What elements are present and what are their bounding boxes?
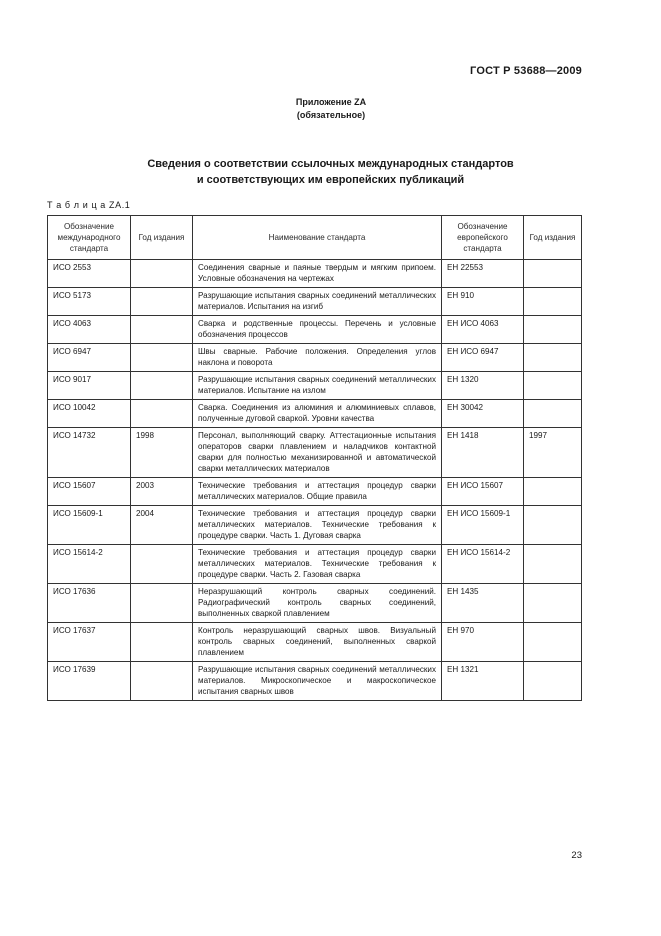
cell-eu-year <box>524 506 582 545</box>
cell-intl-year <box>131 288 193 316</box>
cell-intl-year <box>131 316 193 344</box>
cell-intl-designation: ИСО 15609-1 <box>48 506 131 545</box>
cell-eu-designation: ЕН ИСО 15607 <box>442 478 524 506</box>
table-row <box>48 260 582 288</box>
table-row <box>48 545 582 584</box>
cell-eu-designation: ЕН 970 <box>442 623 524 662</box>
cell-intl-designation: ИСО 2553 <box>48 260 131 288</box>
cell-intl-designation: ИСО 17639 <box>48 662 131 701</box>
annex-heading <box>0 96 661 122</box>
cell-eu-year <box>524 260 582 288</box>
cell-eu-year: 1997 <box>524 428 582 478</box>
header-eu-designation: Обозначение европейского стандарта <box>442 216 524 260</box>
cell-eu-year <box>524 316 582 344</box>
cell-standard-name: Разрушающие испытания сварных соединений металлических материалов. Испытание на излом <box>193 372 442 400</box>
cell-eu-year <box>524 623 582 662</box>
table-row <box>48 400 582 428</box>
header-intl-designation: Обозначение международного стандарта <box>48 216 131 260</box>
cell-eu-year <box>524 372 582 400</box>
table-row <box>48 428 582 478</box>
cell-standard-name: Неразрушающий контроль сварных соединений. Радиографический контроль сварных соединений, выполненных сваркой плавлением <box>193 584 442 623</box>
cell-intl-year <box>131 584 193 623</box>
cell-eu-year <box>524 288 582 316</box>
cell-standard-name: Разрушающие испытания сварных соединений металлических материалов. Микроскопическое и макроскопическое испытания сварных швов <box>193 662 442 701</box>
cell-standard-name: Технические требования и аттестация процедур сварки металлических материалов. Технические требования к процедуре сварки. Часть 2. Газовая сварка <box>193 545 442 584</box>
cell-standard-name: Сварка и родственные процессы. Перечень и условные обозначения процессов <box>193 316 442 344</box>
cell-eu-designation: ЕН 1418 <box>442 428 524 478</box>
cell-intl-designation: ИСО 5173 <box>48 288 131 316</box>
cell-eu-year <box>524 478 582 506</box>
cell-standard-name: Персонал, выполняющий сварку. Аттестационные испытания операторов сварки плавлением и наладчиков контактной сварки для полностью механизированной и автоматической сварки металлических материалов <box>193 428 442 478</box>
annex-title: Приложение ZA <box>295 97 367 107</box>
cell-intl-designation: ИСО 15607 <box>48 478 131 506</box>
cell-standard-name: Швы сварные. Рабочие положения. Определения углов наклона и поворота <box>193 344 442 372</box>
page-title-line-1: Сведения о соответствии ссылочных международных стандартов <box>147 158 514 170</box>
cell-eu-designation: ЕН 1321 <box>442 662 524 701</box>
table-row <box>48 316 582 344</box>
cell-eu-designation: ЕН ИСО 6947 <box>442 344 524 372</box>
cell-eu-designation: ЕН ИСО 15609-1 <box>442 506 524 545</box>
table-row <box>48 506 582 545</box>
table-header-row <box>48 216 582 260</box>
table-row <box>48 662 582 701</box>
cell-intl-year: 2003 <box>131 478 193 506</box>
cell-eu-designation: ЕН 1435 <box>442 584 524 623</box>
cell-eu-year <box>524 344 582 372</box>
header-eu-year: Год издания <box>524 216 582 260</box>
cell-intl-year <box>131 545 193 584</box>
cell-intl-year: 1998 <box>131 428 193 478</box>
cell-intl-year <box>131 344 193 372</box>
cell-intl-designation: ИСО 17637 <box>48 623 131 662</box>
table-row <box>48 478 582 506</box>
document-code: ГОСТ Р 53688—2009 <box>470 65 582 77</box>
cell-intl-year <box>131 662 193 701</box>
table-label: Т а б л и ц а ZA.1 <box>47 200 131 210</box>
cell-intl-year <box>131 400 193 428</box>
table-row <box>48 372 582 400</box>
page-title <box>0 156 661 188</box>
cell-intl-designation: ИСО 4063 <box>48 316 131 344</box>
cell-eu-year <box>524 584 582 623</box>
table-row <box>48 623 582 662</box>
cell-intl-designation: ИСО 14732 <box>48 428 131 478</box>
cell-eu-designation: ЕН 30042 <box>442 400 524 428</box>
cell-standard-name: Технические требования и аттестация процедур сварки металлических материалов. Технические требования к процедуре сварки. Часть 1. Дуговая сварка <box>193 506 442 545</box>
cell-intl-year: 2004 <box>131 506 193 545</box>
cell-standard-name: Соединения сварные и паяные твердым и мягким припоем. Условные обозначения на чертежах <box>193 260 442 288</box>
cell-standard-name: Контроль неразрушающий сварных швов. Визуальный контроль сварных соединений, выполненных сваркой плавлением <box>193 623 442 662</box>
cell-intl-year <box>131 372 193 400</box>
annex-status: (обязательное) <box>296 110 366 120</box>
cell-intl-designation: ИСО 10042 <box>48 400 131 428</box>
table-body <box>48 260 582 701</box>
cell-standard-name: Технические требования и аттестация процедур сварки металлических материалов. Общие правила <box>193 478 442 506</box>
cell-intl-year <box>131 260 193 288</box>
table-row <box>48 344 582 372</box>
cell-eu-designation: ЕН 22553 <box>442 260 524 288</box>
cell-eu-year <box>524 545 582 584</box>
standards-table <box>47 215 582 701</box>
page-title-line-2: и соответствующих им европейских публикаций <box>196 174 465 186</box>
cell-eu-year <box>524 400 582 428</box>
cell-standard-name: Сварка. Соединения из алюминия и алюминиевых сплавов, полученные дуговой сваркой. Уровни качества <box>193 400 442 428</box>
cell-intl-designation: ИСО 9017 <box>48 372 131 400</box>
cell-intl-designation: ИСО 6947 <box>48 344 131 372</box>
cell-eu-designation: ЕН 910 <box>442 288 524 316</box>
page-number: 23 <box>571 850 582 861</box>
table-row <box>48 288 582 316</box>
cell-eu-designation: ЕН ИСО 15614-2 <box>442 545 524 584</box>
header-standard-name: Наименование стандарта <box>193 216 442 260</box>
cell-standard-name: Разрушающие испытания сварных соединений металлических материалов. Испытания на изгиб <box>193 288 442 316</box>
cell-intl-designation: ИСО 15614-2 <box>48 545 131 584</box>
header-intl-year: Год издания <box>131 216 193 260</box>
cell-eu-year <box>524 662 582 701</box>
cell-intl-designation: ИСО 17636 <box>48 584 131 623</box>
cell-eu-designation: ЕН 1320 <box>442 372 524 400</box>
cell-intl-year <box>131 623 193 662</box>
table-row <box>48 584 582 623</box>
cell-eu-designation: ЕН ИСО 4063 <box>442 316 524 344</box>
